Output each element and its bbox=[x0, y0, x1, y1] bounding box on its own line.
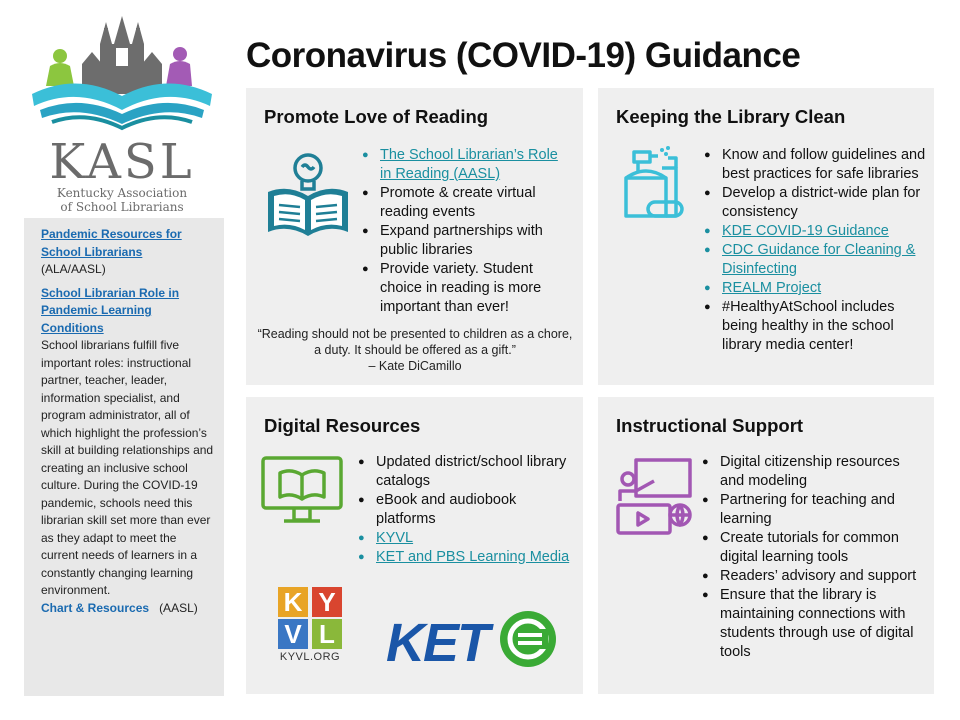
ket-logo: KET bbox=[386, 613, 488, 673]
quote-author: – Kate DiCamillo bbox=[368, 359, 462, 373]
logo-subtitle: Kentucky Association of School Librarians bbox=[56, 186, 188, 214]
kyvl-tile-l: L bbox=[312, 619, 342, 649]
cleaning-supplies-icon bbox=[618, 144, 690, 224]
list-item: ● Promote & create virtual reading events bbox=[362, 184, 572, 222]
kyvl-logo bbox=[276, 587, 344, 667]
list-item: ● Readers’ advisory and support bbox=[702, 567, 926, 586]
ket-pbs-link[interactable]: KET and PBS Learning Media bbox=[376, 549, 570, 565]
list-item: ● eBook and audiobook platforms bbox=[358, 491, 576, 529]
reading-list bbox=[362, 146, 572, 317]
librarian-role-text: School librarians fulfill five important roles: instructional partner, teacher, leader, information specialist, and program administrator, all of which highlight the profession’s skill at building relationships and creating an inclusive school culture. During the COVID-19 pandemic, schools need this librarian skill set more than ever as they adapt to meet the current needs of learners in a constantly changing learning environment. bbox=[41, 338, 214, 597]
list-item: ● Expand partnerships with public libraries bbox=[362, 222, 572, 260]
list-item: ● Provide variety. Student choice in reading is more important than ever! bbox=[362, 260, 572, 317]
kyvl-org-label: KYVL.ORG bbox=[279, 651, 341, 663]
list-item[interactable] bbox=[704, 279, 926, 298]
list-item: ● Digital citizenship resources and modeling bbox=[702, 453, 926, 491]
page-title: Coronavirus (COVID-19) Guidance bbox=[246, 36, 801, 75]
pbs-learning-media-icon bbox=[498, 609, 558, 669]
pandemic-resources-link[interactable]: Pandemic Resources for School Librarians bbox=[41, 227, 182, 259]
list-item: ● #HealthyAtSchool includes being healthy in the school library media center! bbox=[704, 298, 926, 355]
reading-card-title: Promote Love of Reading bbox=[264, 106, 489, 127]
chart-resources-link[interactable]: Chart & Resources bbox=[41, 600, 150, 615]
librarian-role-link[interactable]: School Librarian Role in Pandemic Learning Conditions bbox=[41, 285, 180, 335]
reading-card bbox=[246, 88, 583, 385]
castle-book-icon bbox=[22, 14, 222, 139]
digital-card-title: Digital Resources bbox=[264, 415, 421, 436]
librarian-reading-link[interactable]: The School Librarian’s Role in Reading (AASL) bbox=[380, 147, 558, 182]
list-item: ● Know and follow guidelines and best practices for safe libraries bbox=[704, 146, 926, 184]
list-item[interactable] bbox=[362, 146, 572, 184]
reading-quote: “Reading should not be presented to children as a chore, a duty. It should be offered as a gift.” – Kate DiCamillo bbox=[254, 326, 576, 374]
kyvl-tile-k: K bbox=[278, 587, 308, 617]
sidebar bbox=[24, 218, 224, 696]
kyvl-tile-y: Y bbox=[312, 587, 342, 617]
kyvl-link[interactable]: KYVL bbox=[376, 530, 414, 546]
list-item[interactable] bbox=[358, 529, 576, 548]
list-item[interactable] bbox=[358, 548, 576, 567]
list-item: ● Updated district/school library catalogs bbox=[358, 453, 576, 491]
clean-card-title: Keeping the Library Clean bbox=[616, 106, 846, 127]
list-item: ● Create tutorials for common digital learning tools bbox=[702, 529, 926, 567]
list-item[interactable] bbox=[704, 241, 926, 279]
clean-list bbox=[704, 146, 926, 355]
list-item: ● Partnering for teaching and learning bbox=[702, 491, 926, 529]
instruction-card-title: Instructional Support bbox=[616, 415, 804, 436]
instruction-card bbox=[598, 397, 934, 694]
kyvl-tile-v: V bbox=[278, 619, 308, 649]
list-item: ● Ensure that the library is maintaining connections with students through use of digital tools bbox=[702, 586, 926, 662]
chart-resources-source: (AASL) bbox=[159, 600, 198, 615]
computer-book-icon bbox=[260, 455, 344, 529]
kasl-logo bbox=[22, 14, 222, 214]
digital-list bbox=[358, 453, 576, 567]
kde-guidance-link[interactable]: KDE COVID-19 Guidance bbox=[722, 223, 889, 239]
list-item: ● Develop a district-wide plan for consistency bbox=[704, 184, 926, 222]
list-item[interactable] bbox=[704, 222, 926, 241]
instruction-list bbox=[702, 453, 926, 662]
realm-project-link[interactable]: REALM Project bbox=[722, 280, 822, 296]
digital-card bbox=[246, 397, 583, 694]
cdc-guidance-link[interactable]: CDC Guidance for Cleaning & Disinfecting bbox=[722, 242, 916, 277]
pandemic-resources-source: (ALA/AASL) bbox=[41, 262, 106, 276]
clean-card bbox=[598, 88, 934, 385]
logo-wordmark: KASL bbox=[49, 134, 195, 190]
book-lightbulb-icon bbox=[264, 150, 352, 240]
teacher-board-icon bbox=[614, 457, 694, 537]
